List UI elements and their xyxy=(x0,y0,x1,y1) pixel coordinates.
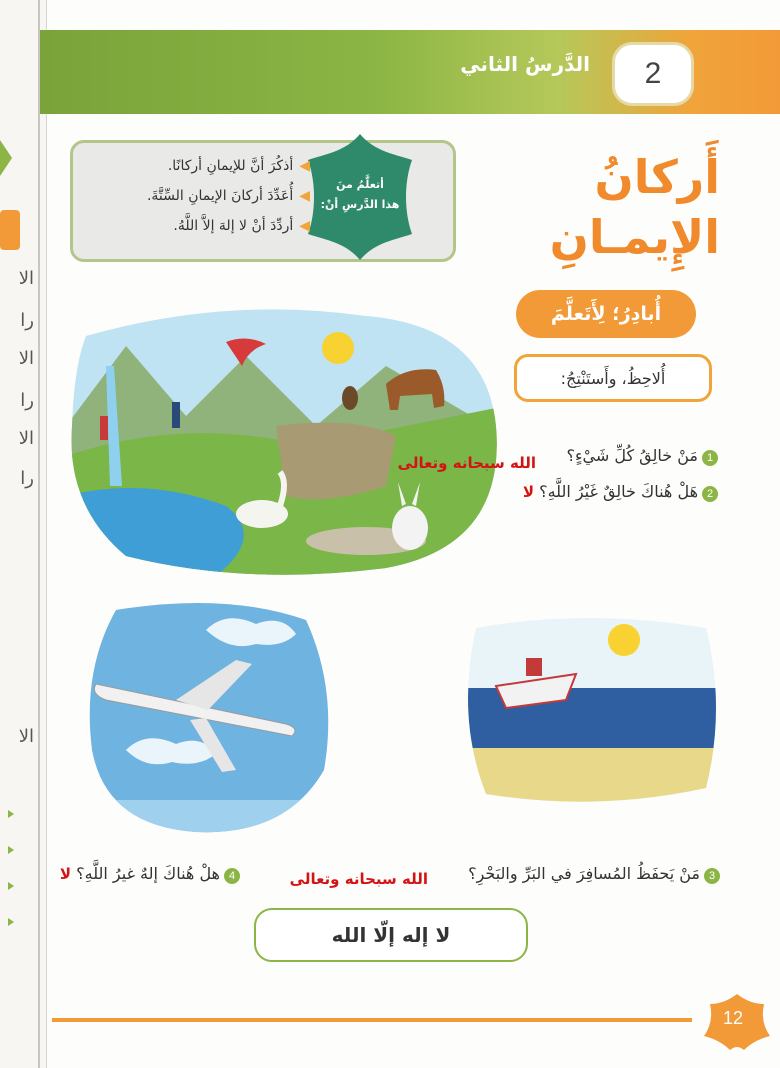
tawhid-statement-box xyxy=(254,908,528,962)
question-text: هَلْ هُناكَ خالِقٌ غَيْرُ اللَّهِ؟ xyxy=(539,482,698,501)
adjacent-text: را xyxy=(20,390,34,411)
main-title-line1: أَركانُ xyxy=(594,150,720,204)
answer-3: الله سبحانه وتعالى xyxy=(289,870,428,888)
objectives-badge-icon xyxy=(300,132,420,262)
question-4 xyxy=(60,864,240,884)
main-title-line2: الإِيمـانِ xyxy=(549,210,720,264)
airplane-illustration xyxy=(86,600,336,840)
ship-illustration xyxy=(456,608,726,808)
adjacent-bullets xyxy=(4,800,24,940)
hiker-icon xyxy=(100,416,108,440)
question-number-badge: 4 xyxy=(224,868,240,884)
adjacent-text: را xyxy=(20,468,34,489)
sun-icon xyxy=(608,624,640,656)
monkey-icon xyxy=(342,386,358,410)
nature-scene-illustration xyxy=(66,306,506,576)
question-2 xyxy=(523,482,718,502)
triangle-bullet-icon: ◀ xyxy=(299,218,310,234)
objectives-badge-line1: أتعلَّمُ منَ xyxy=(336,178,384,191)
objective-item: ◀أردِّدَ أنْ لا إلهَ إلاَّ اللَّهُ. xyxy=(173,218,310,234)
question-number-badge: 2 xyxy=(702,486,718,502)
adjacent-text: الا xyxy=(18,726,34,747)
question-1 xyxy=(567,446,718,466)
triangle-bullet-icon: ◀ xyxy=(299,158,310,174)
question-number-badge: 1 xyxy=(702,450,718,466)
question-text: هلْ هُناكَ إلهٌ غيرُ اللَّهِ؟ xyxy=(76,864,220,883)
page-number: 12 xyxy=(722,1008,744,1028)
triangle-bullet-icon: ◀ xyxy=(299,188,310,204)
footer-rule xyxy=(52,1018,692,1022)
lesson-number-badge xyxy=(612,42,694,106)
observe-label: أُلاحِظُ، وأَستَنْتِجُ: xyxy=(560,368,666,388)
objective-item: ◀أذكُرَ أنَّ للإيمانِ أركانًا. xyxy=(167,158,310,174)
lesson-number: 2 xyxy=(644,57,662,90)
answer-4: لا xyxy=(59,865,72,883)
question-3 xyxy=(468,864,720,884)
initiative-label: أُبادِرُ؛ لِأَتَعلَّمَ xyxy=(550,303,662,325)
adjacent-text: الا xyxy=(18,428,34,449)
answer-2: لا xyxy=(522,483,534,501)
objectives-badge-line2: هذا الدَّرسِ أنْ: xyxy=(320,198,400,211)
adjacent-text: الا xyxy=(18,268,34,289)
question-number-badge: 3 xyxy=(704,868,720,884)
answer-1: الله سبحانه وتعالى xyxy=(397,454,536,472)
sun-icon xyxy=(322,332,354,364)
observe-box xyxy=(514,354,712,402)
adjacent-text: را xyxy=(20,310,34,331)
initiative-pill xyxy=(516,290,696,338)
tawhid-statement: لا إله إلّا الله xyxy=(331,923,451,947)
question-text: مَنْ يَحفَظُ المُسافِرَ في البَرِّ والبَحْرِ؟ xyxy=(468,864,700,883)
person-icon xyxy=(172,402,180,428)
rabbit-icon xyxy=(392,506,428,550)
objective-item: ◀أُعَدِّدَ أركانَ الإيمانِ السِّتَّةَ. xyxy=(146,188,310,204)
adjacent-text: الا xyxy=(18,348,34,369)
lesson-title: الدَّرسُ الثاني xyxy=(460,52,590,76)
question-text: مَنْ خالِقُ كُلِّ شَيْءٍ؟ xyxy=(566,446,698,465)
